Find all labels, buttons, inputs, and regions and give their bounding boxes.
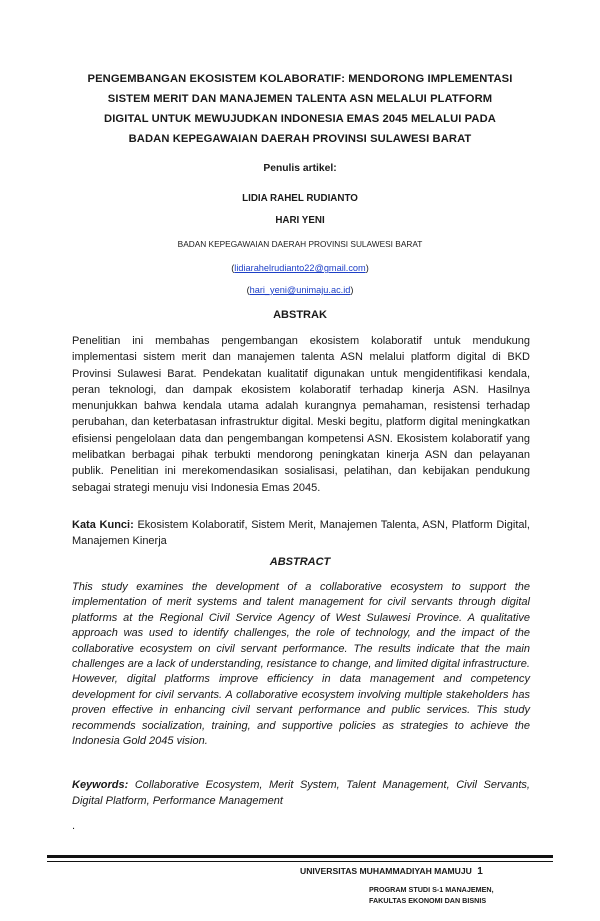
footer-program-line: PROGRAM STUDI S-1 MANAJEMEN, bbox=[369, 885, 494, 894]
author-email-2-link[interactable]: hari_yeni@unimaju.ac.id bbox=[249, 285, 351, 295]
abstract-body: This study examines the development of a collaborative ecosystem to support the implementation of merit systems and talent management for civil servants through digital platforms at the Regional Civil Service Agency of West Sulawesi Province. A qualitative approach was used to identify challenges, the role of technology, and the impact of the collaborative ecosystem on civil servant performance. The results indicate that the main challenges are a lack of understanding, resistance to change, and limited digital infrastructure. However, digital platforms improve efficiency in data management and competency development for civil servants. A collaborative ecosystem involving multiple stakeholders has proven effective in enhancing civil servant performance and public services. This study recommends socialization, training, and supportive policies as strategies to achieve the Indonesia Gold 2045 vision. bbox=[72, 581, 530, 748]
abstrak-body: Penelitian ini membahas pengembangan ekosistem kolaboratif untuk mendukung implementasi sistem merit dan manajemen talenta ASN melalui platform digital di BKD Provinsi Sulawesi Barat. Pendekatan kualitatif digunakan untuk mengidentifikasi kendala, peran teknologi, dan dampak ekosistem kolaboratif terhadap kinerja ASN. Hasilnya menunjukkan bahwa kendala utama adalah kurangnya pemahaman, resistensi terhadap perubahan, dan keterbatasan infrastruktur digital. Meski begitu, platform digital meningkatkan efisiensi pengelolaan data dan pengembangan kompetensi ASN. Ekosistem kolaboratif yang melibatkan berbagai pihak terbukti mendorong peningkatan kinerja ASN dan pelayanan publik. Penelitian ini merekomendasikan sosialisasi, pelatihan, dan kebijakan pendukung sebagai strategi menuju visi Indonesia Emas 2045. bbox=[72, 335, 530, 494]
footer-rule-thick bbox=[47, 855, 553, 858]
kata-kunci bbox=[72, 517, 530, 550]
abstrak-heading: ABSTRAK bbox=[273, 309, 327, 321]
author-email-2-wrap: (hari_yeni@unimaju.ac.id) bbox=[246, 285, 354, 295]
kata-kunci-list: Ekosistem Kolaboratif, Sistem Merit, Manajemen Talenta, ASN, Platform Digital, Manajemen Kinerja bbox=[72, 519, 530, 548]
keywords-list: Collaborative Ecosystem, Merit System, Talent Management, Civil Servants, Digital Platform, Performance Management bbox=[72, 779, 530, 808]
footer-program-line: FAKULTAS EKONOMI DAN BISNIS bbox=[369, 896, 487, 905]
author-name-2: HARI YENI bbox=[275, 215, 325, 226]
abstract-heading: ABSTRACT bbox=[269, 556, 331, 568]
keywords-label: Keywords: bbox=[72, 779, 129, 791]
title-line: SISTEM MERIT DAN MANAJEMEN TALENTA ASN MELALUI PLATFORM bbox=[107, 93, 493, 105]
footer-rule-thin bbox=[47, 861, 553, 862]
authors-label: Penulis artikel: bbox=[263, 163, 337, 174]
page-number: 1 bbox=[477, 866, 483, 877]
author-email-1-wrap: (lidiarahelrudianto22@gmail.com) bbox=[231, 263, 369, 273]
trailing-period: . bbox=[72, 820, 76, 832]
author-name-1: LIDIA RAHEL RUDIANTO bbox=[242, 193, 358, 204]
paper-title bbox=[60, 69, 540, 149]
footer-university bbox=[300, 866, 483, 877]
footer-program bbox=[369, 884, 494, 906]
footer-university-name: UNIVERSITAS MUHAMMADIYAH MAMUJU bbox=[300, 866, 472, 876]
title-line: BADAN KEPEGAWAIAN DAERAH PROVINSI SULAWESI BARAT bbox=[128, 133, 472, 145]
keywords bbox=[72, 777, 530, 810]
title-line: DIGITAL UNTUK MEWUJUDKAN INDONESIA EMAS 2045 MELALUI PADA bbox=[104, 113, 496, 125]
title-line: PENGEMBANGAN EKOSISTEM KOLABORATIF: MENDORONG IMPLEMENTASI bbox=[87, 73, 513, 85]
author-email-1-link[interactable]: lidiarahelrudianto22@gmail.com bbox=[234, 263, 366, 273]
kata-kunci-label: Kata Kunci: bbox=[72, 519, 134, 531]
author-affiliation: BADAN KEPEGAWAIAN DAERAH PROVINSI SULAWESI BARAT bbox=[177, 239, 423, 249]
